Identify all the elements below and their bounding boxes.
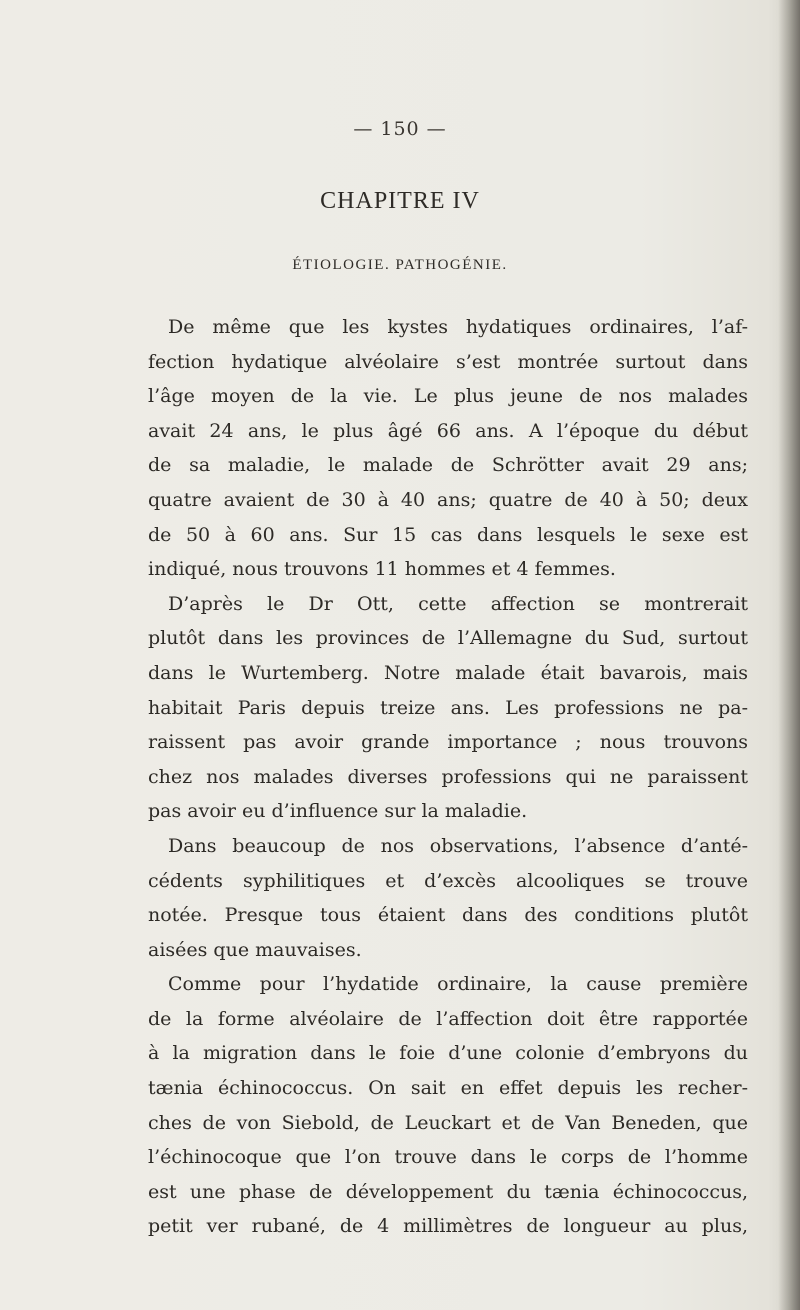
text-line: l’âge moyen de la vie. Le plus jeune de nos malades: [148, 385, 748, 408]
text-line: plutôt dans les provinces de l’Allemagne du Sud, surtout: [148, 627, 748, 650]
text-line: raissent pas avoir grande importance ; nous trouvons: [148, 731, 748, 754]
text-line: à la migration dans le foie d’une colonie d’embryons du: [148, 1042, 748, 1065]
chapter-title: CHAPITRE IV: [320, 188, 480, 214]
text-line: Dans beaucoup de nos observations, l’absence d’anté-: [168, 834, 748, 857]
text-line: tænia échinococcus. On sait en effet depuis les recher-: [148, 1077, 748, 1100]
text-line: petit ver rubané, de 4 millimètres de longueur au plus,: [148, 1215, 748, 1238]
text-line: de sa maladie, le malade de Schrötter avait 29 ans;: [148, 454, 748, 477]
text-line: est une phase de développement du tænia échinococcus,: [148, 1180, 748, 1203]
text-line: cédents syphilitiques et d’excès alcooliques se trouve: [148, 869, 748, 892]
text-line: Comme pour l’hydatide ordinaire, la cause première: [168, 973, 748, 996]
text-line: de 50 à 60 ans. Sur 15 cas dans lesquels le sexe est: [148, 523, 748, 546]
text-line: indiqué, nous trouvons 11 hommes et 4 femmes.: [148, 558, 616, 581]
text-line: De même que les kystes hydatiques ordinaires, l’af-: [168, 316, 748, 338]
text-line: avait 24 ans, le plus âgé 66 ans. A l’époque du début: [148, 419, 748, 442]
body-text: [148, 310, 748, 1244]
page-number: — 150 —: [353, 118, 447, 140]
section-title: ÉTIOLOGIE. PATHOGÉNIE.: [292, 257, 508, 273]
text-line: de la forme alvéolaire de l’affection doit être rapportée: [148, 1007, 748, 1030]
text-line: aisées que mauvaises.: [148, 938, 362, 961]
text-line: dans le Wurtemberg. Notre malade était bavarois, mais: [148, 661, 748, 684]
text-line: quatre avaient de 30 à 40 ans; quatre de 40 à 50; deux: [148, 488, 748, 511]
text-line: fection hydatique alvéolaire s’est montrée surtout dans: [148, 350, 748, 373]
text-line: pas avoir eu d’influence sur la maladie.: [148, 800, 528, 823]
text-line: D’après le Dr Ott, cette affection se montrerait: [168, 592, 748, 615]
text-line: habitait Paris depuis treize ans. Les professions ne pa-: [148, 696, 748, 719]
text-line: ches de von Siebold, de Leuckart et de Van Beneden, que: [148, 1111, 748, 1134]
text-line: l’échinocoque que l’on trouve dans le corps de l’homme: [148, 1146, 748, 1169]
text-line: chez nos malades diverses professions qui ne paraissent: [148, 765, 748, 788]
text-line: notée. Presque tous étaient dans des conditions plutôt: [148, 904, 748, 927]
